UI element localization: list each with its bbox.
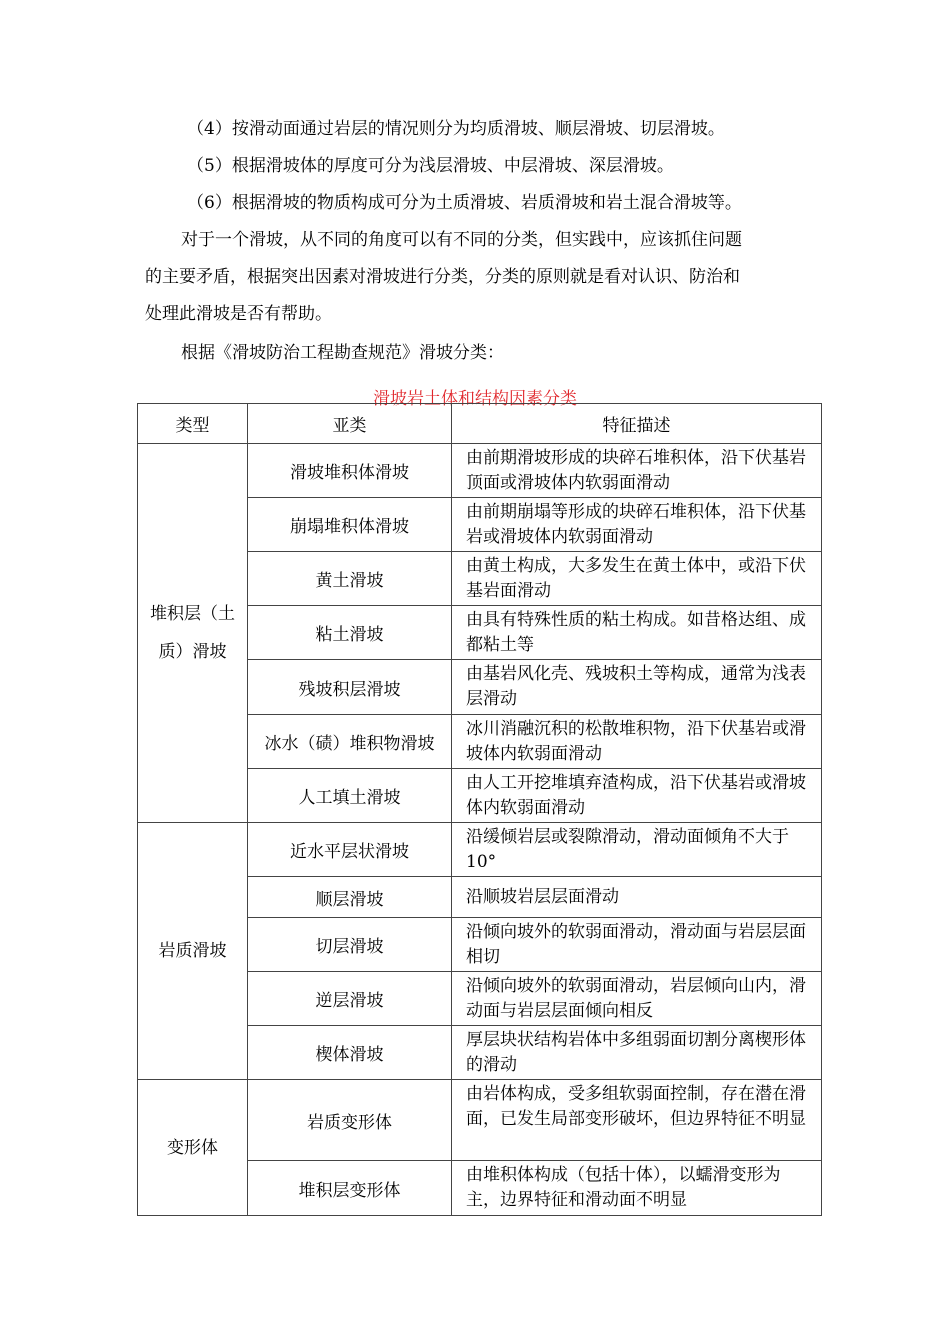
description-cell: 由黄土构成，大多发生在黄土体中，或沿下伏基岩面滑动 [452,552,822,606]
body-line-3: 处理此滑坡是否有帮助。 [145,304,332,324]
subtype-cell: 顺层滑坡 [248,877,452,918]
subtype-cell: 楔体滑坡 [248,1026,452,1080]
body-line-2: 的主要矛盾，根据突出因素对滑坡进行分类，分类的原则就是看对认识、防治和 [145,267,740,287]
subtype-cell: 残坡积层滑坡 [248,660,452,715]
subtype-cell: 堆积层变形体 [248,1161,452,1216]
table-row [138,823,822,877]
header-type: 类型 [138,404,248,444]
description-cell: 沿倾向坡外的软弱面滑动，滑动面与岩层层面相切 [452,918,822,972]
table-row [138,444,822,498]
subtype-cell: 滑坡堆积体滑坡 [248,444,452,498]
description-cell: 沿缓倾岩层或裂隙滑动，滑动面倾角不大于 10° [452,823,822,877]
list-item-4: （4）按滑动面通过岩层的情况则分为均质滑坡、顺层滑坡、切层滑坡。 [187,119,725,139]
classification-table [137,403,822,1216]
subtype-cell: 黄土滑坡 [248,552,452,606]
description-cell: 沿倾向坡外的软弱面滑动，岩层倾向山内，滑动面与岩层层面倾向相反 [452,972,822,1026]
description-cell: 由人工开挖堆填弃渣构成，沿下伏基岩或滑坡体内软弱面滑动 [452,769,822,823]
subtype-cell: 逆层滑坡 [248,972,452,1026]
body-line-1: 对于一个滑坡，从不同的角度可以有不同的分类，但实践中，应该抓住问题 [181,230,742,250]
table-caption: 滑坡岩土体和结构因素分类 [373,389,577,409]
subtype-cell: 岩质变形体 [248,1080,452,1161]
table-intro: 根据《滑坡防治工程勘查规范》滑坡分类： [181,343,504,363]
subtype-cell: 冰水（碛）堆积物滑坡 [248,715,452,769]
description-cell: 冰川消融沉积的松散堆积物，沿下伏基岩或滑坡体内软弱面滑动 [452,715,822,769]
type-cell: 岩质滑坡 [138,823,248,1080]
subtype-cell: 切层滑坡 [248,918,452,972]
list-item-5: （5）根据滑坡体的厚度可分为浅层滑坡、中层滑坡、深层滑坡。 [187,156,674,176]
type-cell: 堆积层（土质）滑坡 [138,444,248,823]
subtype-cell: 粘土滑坡 [248,606,452,660]
table-row [138,1080,822,1161]
description-cell: 由基岩风化壳、残坡积土等构成，通常为浅表层滑动 [452,660,822,715]
subtype-cell: 近水平层状滑坡 [248,823,452,877]
subtype-cell: 人工填土滑坡 [248,769,452,823]
description-cell: 由具有特殊性质的粘土构成。如昔格达组、成都粘土等 [452,606,822,660]
description-cell: 由岩体构成，受多组软弱面控制，存在潜在滑面，已发生局部变形破坏，但边界特征不明显 [452,1080,822,1161]
description-cell: 由前期滑坡形成的块碎石堆积体，沿下伏基岩顶面或滑坡体内软弱面滑动 [452,444,822,498]
description-cell: 由前期崩塌等形成的块碎石堆积体，沿下伏基岩或滑坡体内软弱面滑动 [452,498,822,552]
subtype-cell: 崩塌堆积体滑坡 [248,498,452,552]
description-cell: 沿顺坡岩层层面滑动 [452,877,822,918]
header-description: 特征描述 [452,404,822,444]
type-cell: 变形体 [138,1080,248,1216]
table-header-row [138,404,822,444]
list-item-6: （6）根据滑坡的物质构成可分为土质滑坡、岩质滑坡和岩土混合滑坡等。 [187,193,742,213]
description-cell: 厚层块状结构岩体中多组弱面切割分离楔形体的滑动 [452,1026,822,1080]
header-subtype: 亚类 [248,404,452,444]
description-cell: 由堆积体构成（包括十体），以蠕滑变形为主，边界特征和滑动面不明显 [452,1161,822,1216]
